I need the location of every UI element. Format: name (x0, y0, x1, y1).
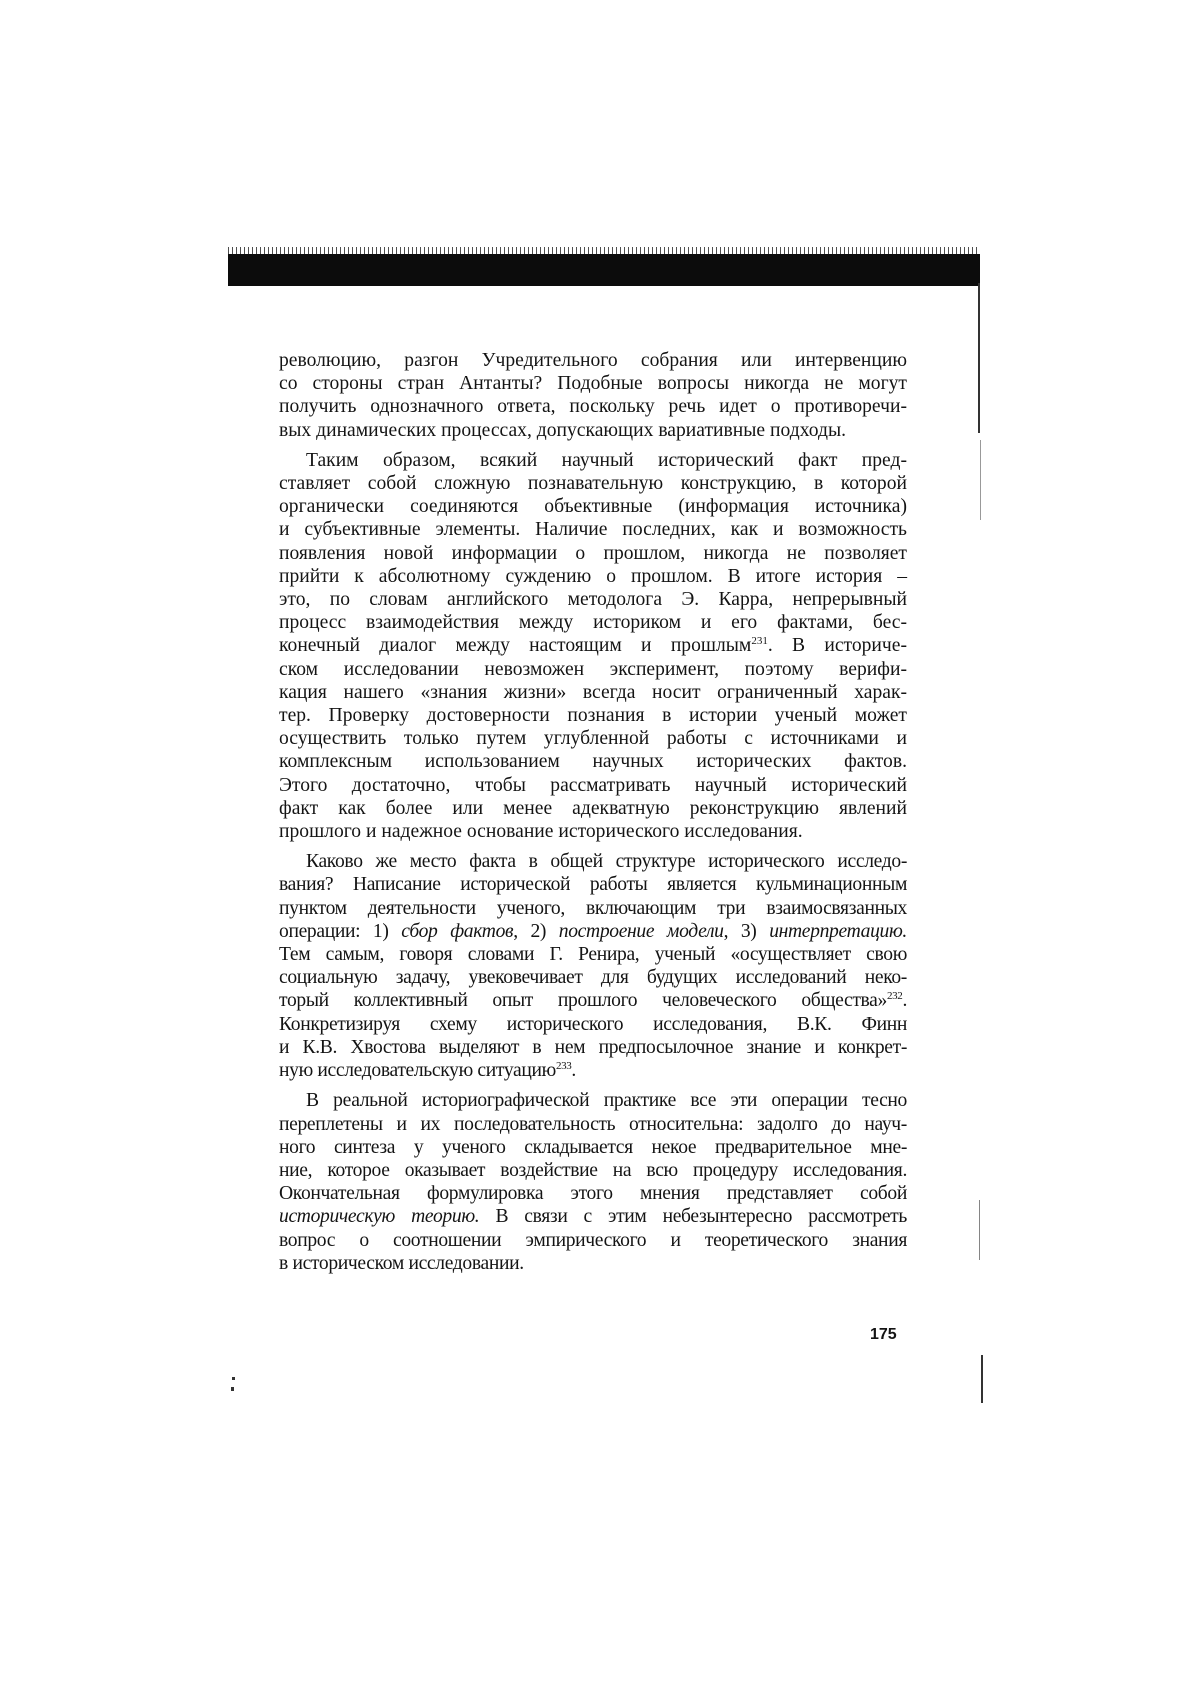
text-line: переплетены и их последовательность относительна: задолго до науч- (279, 1113, 907, 1135)
emphasis: сбор фактов (401, 920, 514, 942)
text-line: В реальной историографической практике все эти операции тесно (306, 1090, 907, 1112)
emphasis: построение модели (558, 920, 724, 942)
text-fragment: операции: 1) (279, 920, 402, 942)
scan-edge-line (979, 1200, 980, 1260)
text-line: тер. Проверку достоверности познания в истории ученый может (279, 705, 907, 727)
text-line (279, 1205, 907, 1228)
text-line: органически соединяются объективные (информация источника) (279, 496, 907, 518)
text-line: кация нашего «знания жизни» всегда носит ограниченный харак- (279, 681, 907, 703)
text-line: ние, которое оказывает воздействие на всю процедуру исследования. (279, 1159, 907, 1181)
text-line: Тем самым, говоря словами Г. Ренира, ученый «осуществляет свою (279, 944, 907, 966)
text-line: ском исследовании невозможен эксперимент, поэтому верифи- (279, 658, 907, 680)
text-line: Окончательная формулировка этого мнения представляет собой (279, 1183, 907, 1205)
text-line: и субъективные элементы. Наличие последних, как и возможность (279, 519, 907, 541)
emphasis: интерпретацию. (769, 920, 907, 942)
text-line (279, 634, 907, 657)
text-line (279, 989, 907, 1012)
paragraph-3 (279, 850, 907, 1082)
text-fragment: конечный диалог между настоящим и прошлым (279, 635, 752, 657)
scan-dot (232, 1377, 235, 1380)
paragraph-1 (279, 349, 907, 442)
scan-dot (231, 1387, 234, 1391)
text-fragment: . (902, 990, 907, 1012)
paragraph-2 (279, 449, 907, 843)
header-bar (228, 254, 980, 286)
text-fragment: В связи с этим небезынтересно рассмотреть (479, 1206, 907, 1228)
text-line: появления новой информации о прошлом, никогда не позволяет (279, 542, 907, 564)
text-line: пунктом деятельности ученого, включающим три взаимосвязанных (279, 897, 907, 919)
main-text (279, 349, 907, 1275)
text-line: Этого достаточно, чтобы рассматривать научный исторический (279, 774, 907, 796)
text-line: процесс взаимодействия между историком и его фактами, бес- (279, 612, 907, 634)
footnote-ref: 232 (886, 990, 903, 1003)
text-line: Каково же место факта в общей структуре исторического исследо- (306, 851, 907, 873)
text-line: прошлого и надежное основание исторического исследования. (279, 821, 803, 843)
page-number: 175 (870, 1326, 897, 1343)
text-line: ставляет собой сложную познавательную конструкцию, в которой (279, 473, 907, 495)
text-fragment: , 2) (513, 920, 559, 942)
text-line: Таким образом, всякий научный исторический факт пред- (306, 449, 907, 471)
text-line: в историческом исследовании. (279, 1252, 524, 1274)
text-fragment: торый коллективный опыт прошлого человеческого общества» (279, 990, 887, 1012)
text-fragment: . (571, 1060, 576, 1082)
text-fragment: . В историче- (767, 635, 907, 657)
text-line: прийти к абсолютному суждению о прошлом. В итоге история – (279, 565, 907, 587)
text-line: вания? Написание исторической работы является кульминационным (279, 874, 907, 896)
text-line: это, по словам английского методолога Э. Карра, непрерывный (279, 589, 907, 611)
text-line: вопрос о соотношении эмпирического и теоретического знания (279, 1229, 907, 1251)
text-line: вых динамических процессах, допускающих вариативные подходы. (279, 419, 847, 441)
scan-edge-line (978, 283, 980, 433)
text-fragment: ную исследовательскую ситуацию (279, 1060, 556, 1082)
text-line: социальную задачу, увековечивает для будущих исследований неко- (279, 967, 907, 989)
text-line: факт как более или менее адекватную реконструкцию явлений (279, 797, 907, 819)
footnote-ref: 233 (555, 1060, 572, 1073)
emphasis: историческую теорию. (279, 1206, 480, 1228)
text-line: ного синтеза у ученого складывается некое предварительное мне- (279, 1136, 907, 1158)
text-line: со стороны стран Антанты? Подобные вопросы никогда не могут (279, 373, 907, 395)
scan-edge-line (980, 440, 981, 520)
text-line: и К.В. Хвостова выделяют в нем предпосылочное знание и конкрет- (279, 1036, 907, 1058)
footnote-ref: 231 (751, 635, 768, 648)
text-line: революцию, разгон Учредительного собрания или интервенцию (279, 350, 907, 371)
text-line (279, 920, 907, 943)
paragraph-4 (279, 1089, 907, 1275)
text-line: получить однозначного ответа, поскольку речь идет о противоречи- (279, 396, 907, 418)
text-line (279, 1059, 907, 1082)
text-line: комплексным использованием научных исторических фактов. (279, 751, 907, 773)
text-line: осуществить только путем углубленной работы с источниками и (279, 728, 907, 750)
scan-edge-line (981, 1355, 983, 1403)
text-line: Конкретизируя схему исторического исследования, В.К. Финн (279, 1013, 907, 1035)
text-fragment: , 3) (723, 920, 770, 942)
